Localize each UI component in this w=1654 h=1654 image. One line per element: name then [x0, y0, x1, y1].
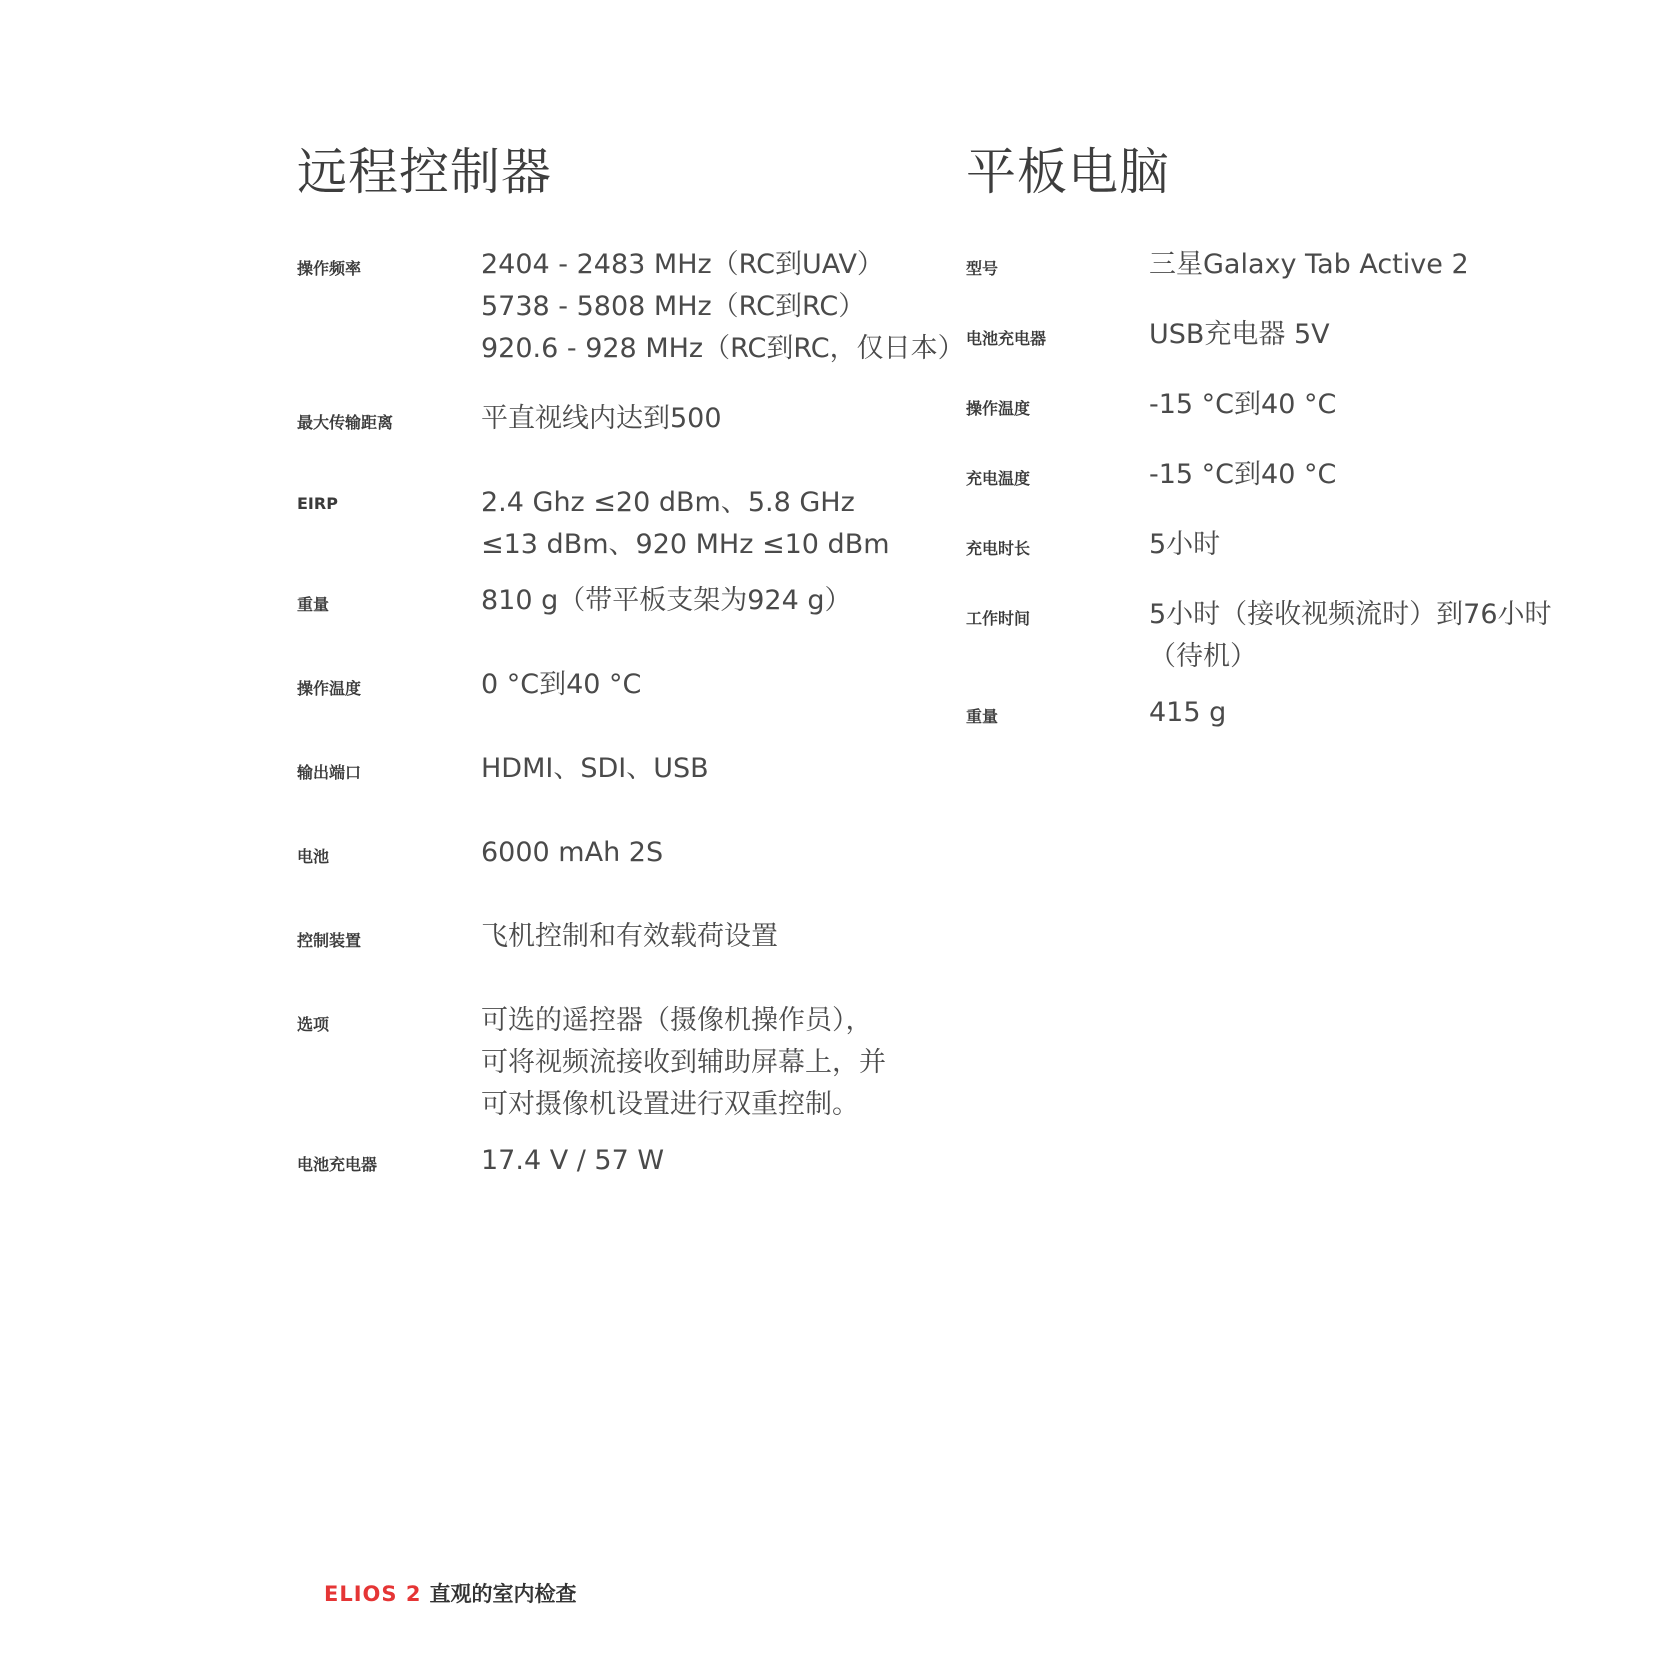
- spec-label: 重量: [297, 595, 330, 614]
- spec-value: 810 g（带平板支架为924 g）: [481, 585, 852, 616]
- tablet-section: [966, 140, 1606, 762]
- spec-value: 415 g: [1149, 697, 1227, 728]
- spec-value-line: 2404 - 2483 MHz（RC到UAV）: [481, 249, 884, 280]
- spec-label: 操作温度: [297, 679, 362, 698]
- spec-row-operating-temp: [966, 384, 1606, 426]
- spec-label: 操作温度: [966, 399, 1031, 418]
- footer-tagline: 直观的室内检查: [429, 1582, 577, 1606]
- spec-label: 重量: [966, 707, 999, 726]
- spec-row-charging-time: [966, 524, 1606, 566]
- brand-name: ELIOS 2: [324, 1582, 422, 1606]
- spec-label: 充电时长: [966, 539, 1031, 558]
- spec-value: 平直视线内达到500: [481, 403, 722, 434]
- spec-value: 三星Galaxy Tab Active 2: [1149, 249, 1469, 280]
- spec-value: USB充电器 5V: [1149, 319, 1330, 350]
- spec-value: [481, 244, 965, 370]
- spec-row-options: [297, 1000, 917, 1126]
- spec-row-charging-temp: [966, 454, 1606, 496]
- spec-value: 6000 mAh 2S: [481, 837, 664, 868]
- spec-label: 型号: [966, 259, 999, 278]
- spec-value: 2.4 Ghz ≤20 dBm、5.8 GHz ≤13 dBm、920 MHz ≤10 dBm: [481, 487, 890, 560]
- remote-controller-section: [297, 140, 965, 1210]
- spec-row-weight: [966, 692, 1606, 734]
- spec-row-model: [966, 244, 1606, 286]
- spec-row-controls: [297, 916, 917, 958]
- spec-value: 可选的遥控器（摄像机操作员），可将视频流接收到辅助屏幕上，并可对摄像机设置进行双重控制。: [481, 1005, 886, 1120]
- spec-label: 操作频率: [297, 259, 362, 278]
- spec-row-battery-charger: [297, 1140, 917, 1182]
- spec-row-frequency: [297, 244, 965, 370]
- spec-value: -15 °C到40 °C: [1149, 459, 1337, 490]
- spec-row-eirp: [297, 482, 917, 566]
- spec-row-working-time: [966, 594, 1606, 678]
- spec-value-line: 920.6 - 928 MHz（RC到RC，仅日本）: [481, 333, 965, 364]
- spec-value: 5小时（接收视频流时）到76小时（待机）: [1149, 599, 1552, 672]
- spec-label: 工作时间: [966, 609, 1031, 628]
- spec-value: 0 °C到40 °C: [481, 669, 642, 700]
- remote-controller-title: 远程控制器: [297, 143, 552, 201]
- spec-value: 17.4 V / 57 W: [481, 1145, 665, 1176]
- spec-label: 电池充电器: [966, 329, 1047, 348]
- spec-label: 输出端口: [297, 763, 362, 782]
- spec-row-charger: [966, 314, 1606, 356]
- tablet-title: 平板电脑: [966, 143, 1170, 201]
- spec-row-operating-temp: [297, 664, 917, 706]
- spec-row-weight: [297, 580, 917, 622]
- spec-value-line: 5738 - 5808 MHz（RC到RC）: [481, 291, 866, 322]
- spec-label: 电池: [297, 847, 330, 866]
- spec-row-max-range: [297, 398, 917, 440]
- spec-label: 电池充电器: [297, 1155, 378, 1174]
- spec-label: EIRP: [297, 494, 338, 513]
- spec-row-battery: [297, 832, 917, 874]
- spec-label: 充电温度: [966, 469, 1031, 488]
- page-footer: [324, 1578, 576, 1608]
- spec-value: HDMI、SDI、USB: [481, 753, 709, 784]
- spec-value: -15 °C到40 °C: [1149, 389, 1337, 420]
- spec-label: 最大传输距离: [297, 413, 394, 432]
- spec-row-output-ports: [297, 748, 917, 790]
- spec-label: 控制装置: [297, 931, 362, 950]
- spec-value: 5小时: [1149, 529, 1221, 560]
- spec-label: 选项: [297, 1015, 330, 1034]
- spec-value: 飞机控制和有效载荷设置: [481, 921, 778, 952]
